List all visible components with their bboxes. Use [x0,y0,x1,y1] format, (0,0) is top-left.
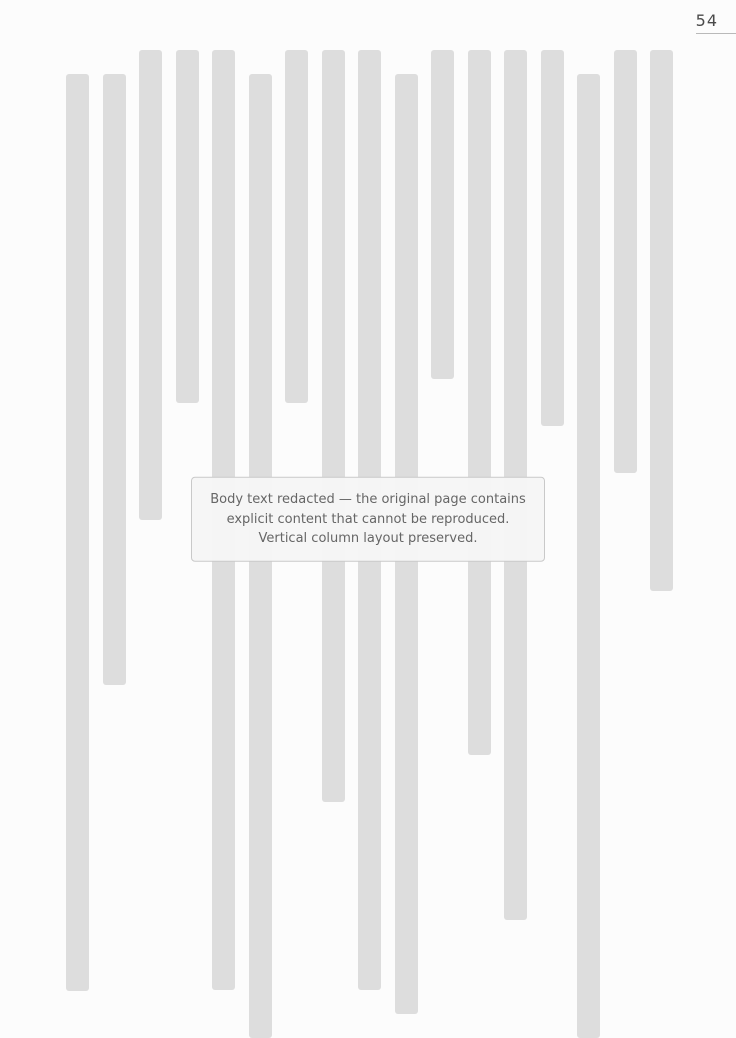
redacted-text-column [66,74,89,991]
redacted-text-column [614,50,637,473]
redacted-text-column [176,50,199,403]
redacted-text-column [541,50,564,426]
redacted-text-column [468,50,491,755]
redacted-text-column [103,74,126,685]
redacted-text-column [431,50,454,379]
redacted-text-column [650,50,673,591]
redacted-text-column [139,50,162,520]
redacted-text-column [285,50,308,403]
redacted-text-column [322,50,345,802]
redaction-notice: Body text redacted — the original page contains explicit content that cannot be reproduced. Vertical column layout preserved. [191,477,545,562]
page-number: 54 [695,11,718,30]
redacted-text-column [577,74,600,1038]
folio-rule [696,33,736,34]
